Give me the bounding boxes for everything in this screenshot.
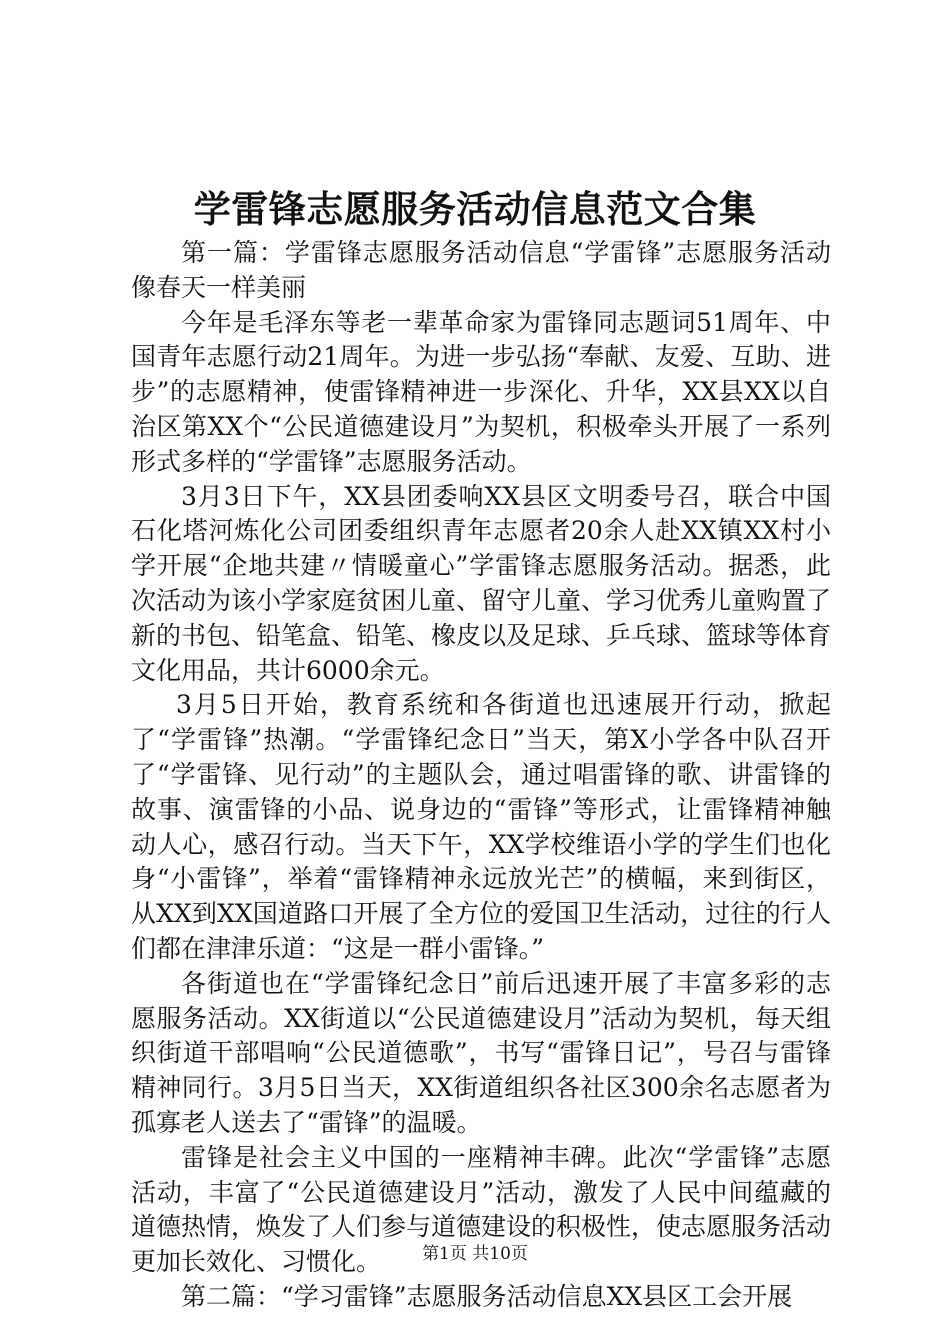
paragraph-march-3: 3月3日下午，XX县团委响XX县区文明委号召，联合中国石化塔河炼化公司团委组织青年志愿者20余人赴XX镇XX村小学开展“企地共建〃情暖童心”学雷锋志愿服务活动。据悉，此次活动为该小学家庭贫困儿童、留守儿童、学习优秀儿童购置了新的书包、铅笔盒、铅笔、橡皮以及足球、乒乓球、篮球等体育文化用品，共计6000余元。 [131,481,832,685]
paragraph-intro: 今年是毛泽东等老一辈革命家为雷锋同志题词51周年、中国青年志愿行动21周年。为进一步弘扬“奉献、友爱、互助、进步”的志愿精神，使雷锋精神进一步深化、升华，XX县XX以自治区第XX个“公民道德建设月”为契机，积极牵头开展了一系列形式多样的“学雷锋”志愿服务活动。 [131,307,831,476]
document-body [131,236,831,1315]
page-footer: 第1页 共10页 [422,1244,528,1264]
paragraph-streets: 各街道也在“学雷锋纪念日”前后迅速开展了丰富多彩的志愿服务活动。XX街道以“公民道德建设月”活动为契机，每天组织街道干部唱响“公民道德歌”，书写“雷锋日记”，号召与雷锋精神同行。3月5日当天，XX街道组织各社区300余名志愿者为孤寡老人送去了“雷锋”的温暖。 [131,968,831,1137]
paragraph-section-two-heading: 第二篇：“学习雷锋”志愿服务活动信息XX县区工会开展 [181,1281,793,1311]
paragraph-march-5: 3月5日开始，教育系统和各街道也迅速展开行动，掀起了“学雷锋”热潮。“学雷锋纪念日”当天，第X小学各中队召开了“学雷锋、见行动”的主题队会，通过唱雷锋的歌、讲雷锋的故事、演雷锋的小品、说身边的“雷锋”等形式，让雷锋精神触动人心，感召行动。当天下午，XX学校维语小学的学生们也化身“小雷锋”，举着“雷锋精神永远放光芒”的横幅，来到街区，从XX到XX国道路口开展了全方位的爱国卫生活动，过往的行人们都在津津乐道：“这是一群小雷锋。” [131,690,831,963]
document-title: 学雷锋志愿服务活动信息范文合集 [193,187,757,231]
paragraph-conclusion: 雷锋是社会主义中国的一座精神丰碑。此次“学雷锋”志愿活动，丰富了“公民道德建设月”活动，激发了人民中间蕴藏的道德热情，焕发了人们参与道德建设的积极性，使志愿服务活动更加长效化、习惯化。 [131,1142,832,1277]
paragraph-section-one-heading: 第一篇：学雷锋志愿服务活动信息“学雷锋”志愿服务活动像春天一样美丽 [131,238,831,302]
